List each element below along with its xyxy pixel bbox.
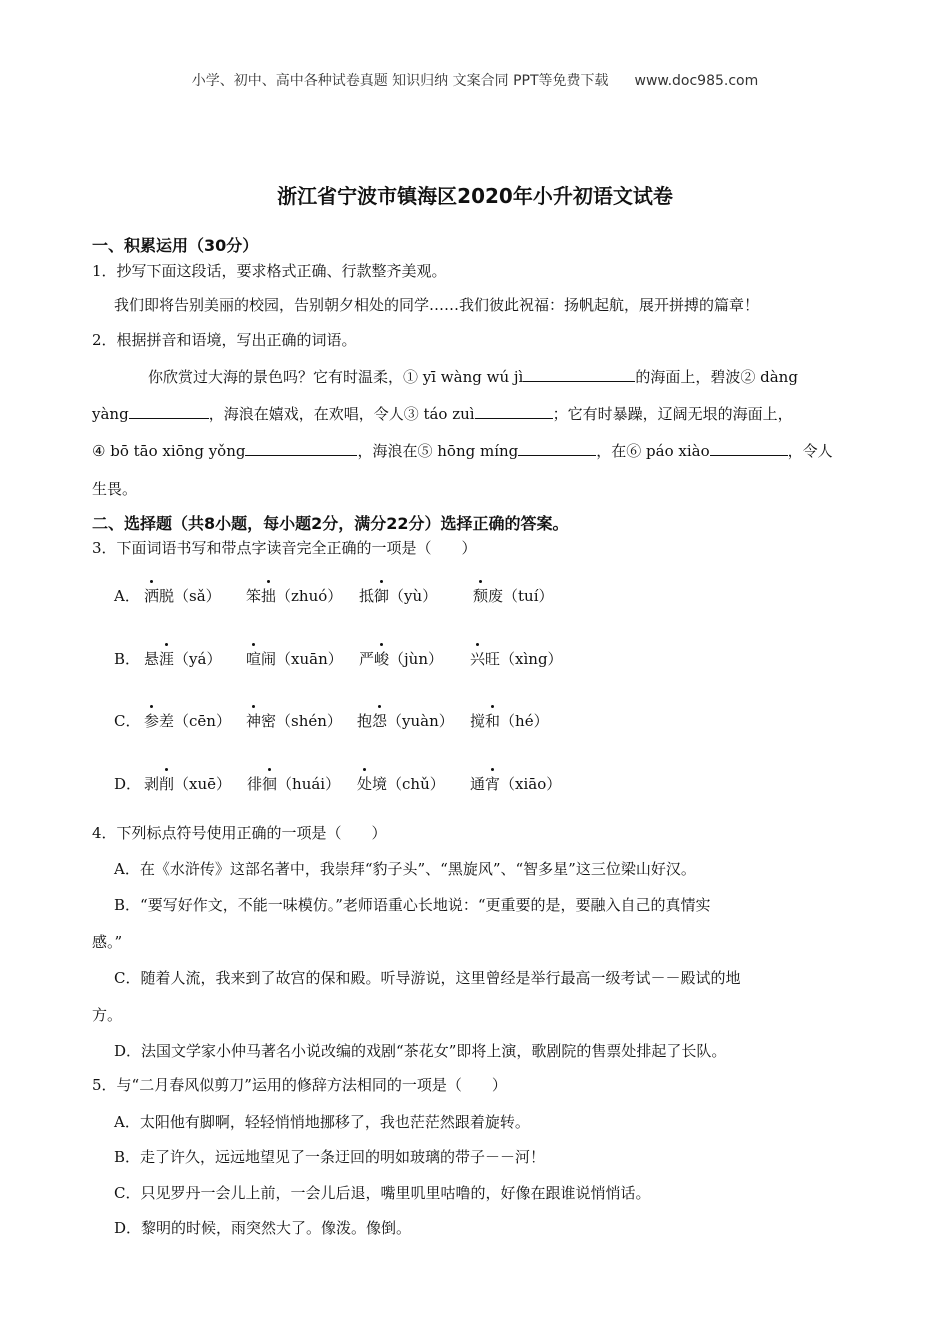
- q5-stem: 5．与“二月春风似剪刀”运用的修辞方法相同的一项是（ ）: [92, 1076, 507, 1094]
- q3-c-word-2: 神密（shén）: [246, 712, 342, 730]
- q3-b-word-1: 悬涯（yá）: [144, 650, 222, 668]
- q3-b-word-2: 喧闹（xuān）: [246, 650, 343, 668]
- q4-stem: 4．下列标点符号使用正确的一项是（ ）: [92, 824, 387, 842]
- q5-option-a[interactable]: A．太阳他有脚啊，轻轻悄悄地挪移了，我也茫茫然跟着旋转。: [114, 1113, 530, 1131]
- answer-blank-3[interactable]: [475, 404, 553, 419]
- q4-option-c-cont: 方。: [92, 1006, 123, 1024]
- q3-option-c-label[interactable]: C．: [114, 712, 141, 730]
- q3-c-word-4: 搅和（hé）: [470, 712, 549, 730]
- q3-c-word-3: 抱怨（yuàn）: [357, 712, 454, 730]
- q1-stem: 1．抄写下面这段话，要求格式正确、行款整齐美观。: [92, 262, 447, 280]
- q3-d-word-3: 处境（chǔ）: [357, 775, 445, 793]
- q5-option-d[interactable]: D．黎明的时候，雨突然大了。像泼。像倒。: [114, 1219, 412, 1237]
- page-title: 浙江省宁波市镇海区2020年小升初语文试卷: [277, 184, 673, 208]
- q3-a-word-1: 洒脱（sǎ）: [144, 587, 221, 605]
- q3-a-word-4: 颓废（tuí）: [473, 587, 554, 605]
- q3-option-d-label[interactable]: D．: [114, 775, 142, 793]
- q3-c-word-1: 参差（cēn）: [144, 712, 231, 730]
- q2-line2: yàng ，海浪在嬉戏，在欢唱，令人③ táo zuì ；它有时暴躁，辽阔无垠的海面上，: [92, 405, 793, 423]
- answer-blank-5[interactable]: [518, 441, 596, 456]
- q2-stem: 2．根据拼音和语境，写出正确的词语。: [92, 331, 357, 349]
- header-url[interactable]: www.doc985.com: [634, 73, 759, 89]
- q4-option-d[interactable]: D．法国文学家小仲马著名小说改编的戏剧“茶花女”即将上演，歌剧院的售票处排起了长队。: [114, 1042, 727, 1060]
- q5-option-c[interactable]: C．只见罗丹一会儿上前，一会儿后退，嘴里叽里咕噜的，好像在跟谁说悄悄话。: [114, 1184, 651, 1202]
- q3-stem: 3．下面词语书写和带点字读音完全正确的一项是（ ）: [92, 539, 477, 557]
- answer-blank-6[interactable]: [710, 441, 788, 456]
- answer-blank-1[interactable]: [523, 367, 635, 382]
- q4-option-b[interactable]: B．“要写好作文，不能一味模仿。”老师语重心长地说：“更重要的是，要融入自己的真情实: [114, 896, 711, 914]
- q4-option-b-cont: 感。”: [92, 933, 123, 951]
- q3-a-word-3: 抵御（yù）: [359, 587, 438, 605]
- q2-line4: 生畏。: [92, 480, 138, 498]
- section1-heading: 一、积累运用（30分）: [92, 236, 259, 255]
- answer-blank-4[interactable]: [245, 441, 357, 456]
- q3-option-a-label[interactable]: A．: [114, 587, 140, 605]
- q2-line3: ④ bō tāo xiōng yǒng ，海浪在⑤ hōng míng ，在⑥ páo xiào ，令人: [92, 442, 833, 460]
- q3-b-word-3: 严峻（jùn）: [359, 650, 444, 668]
- section2-heading: 二、选择题（共8小题，每小题2分，满分22分）选择正确的答案。: [92, 514, 569, 533]
- q4-option-c[interactable]: C．随着人流，我来到了故宫的保和殿。听导游说，这里曾经是举行最高一级考试－－殿试的地: [114, 969, 741, 987]
- q3-option-b-label[interactable]: B．: [114, 650, 141, 668]
- q5-option-b[interactable]: B．走了许久，远远地望见了一条迂回的明如玻璃的带子－－河！: [114, 1148, 546, 1166]
- q3-d-word-4: 通宵（xiāo）: [470, 775, 562, 793]
- header-text: 小学、初中、高中各种试卷真题 知识归纳 文案合同 PPT等免费下载: [191, 73, 609, 89]
- q2-line1: 你欣赏过大海的景色吗？它有时温柔，① yī wàng wú jì 的海面上，碧波② dàng: [148, 368, 798, 386]
- q3-d-word-2: 徘徊（huái）: [247, 775, 341, 793]
- q3-b-word-4: 兴旺（xìng）: [470, 650, 563, 668]
- q3-d-word-1: 剥削（xuē）: [144, 775, 232, 793]
- q1-passage: 我们即将告别美丽的校园，告别朝夕相处的同学……我们彼此祝福：扬帆起航，展开拼搏的篇章！: [114, 296, 760, 314]
- answer-blank-2[interactable]: [129, 404, 209, 419]
- page-header: [0, 70, 950, 90]
- q3-a-word-2: 笨拙（zhuó）: [246, 587, 343, 605]
- q4-option-a[interactable]: A．在《水浒传》这部名著中，我崇拜“豹子头”、“黑旋风”、“智多星”这三位梁山好汉。: [114, 860, 696, 878]
